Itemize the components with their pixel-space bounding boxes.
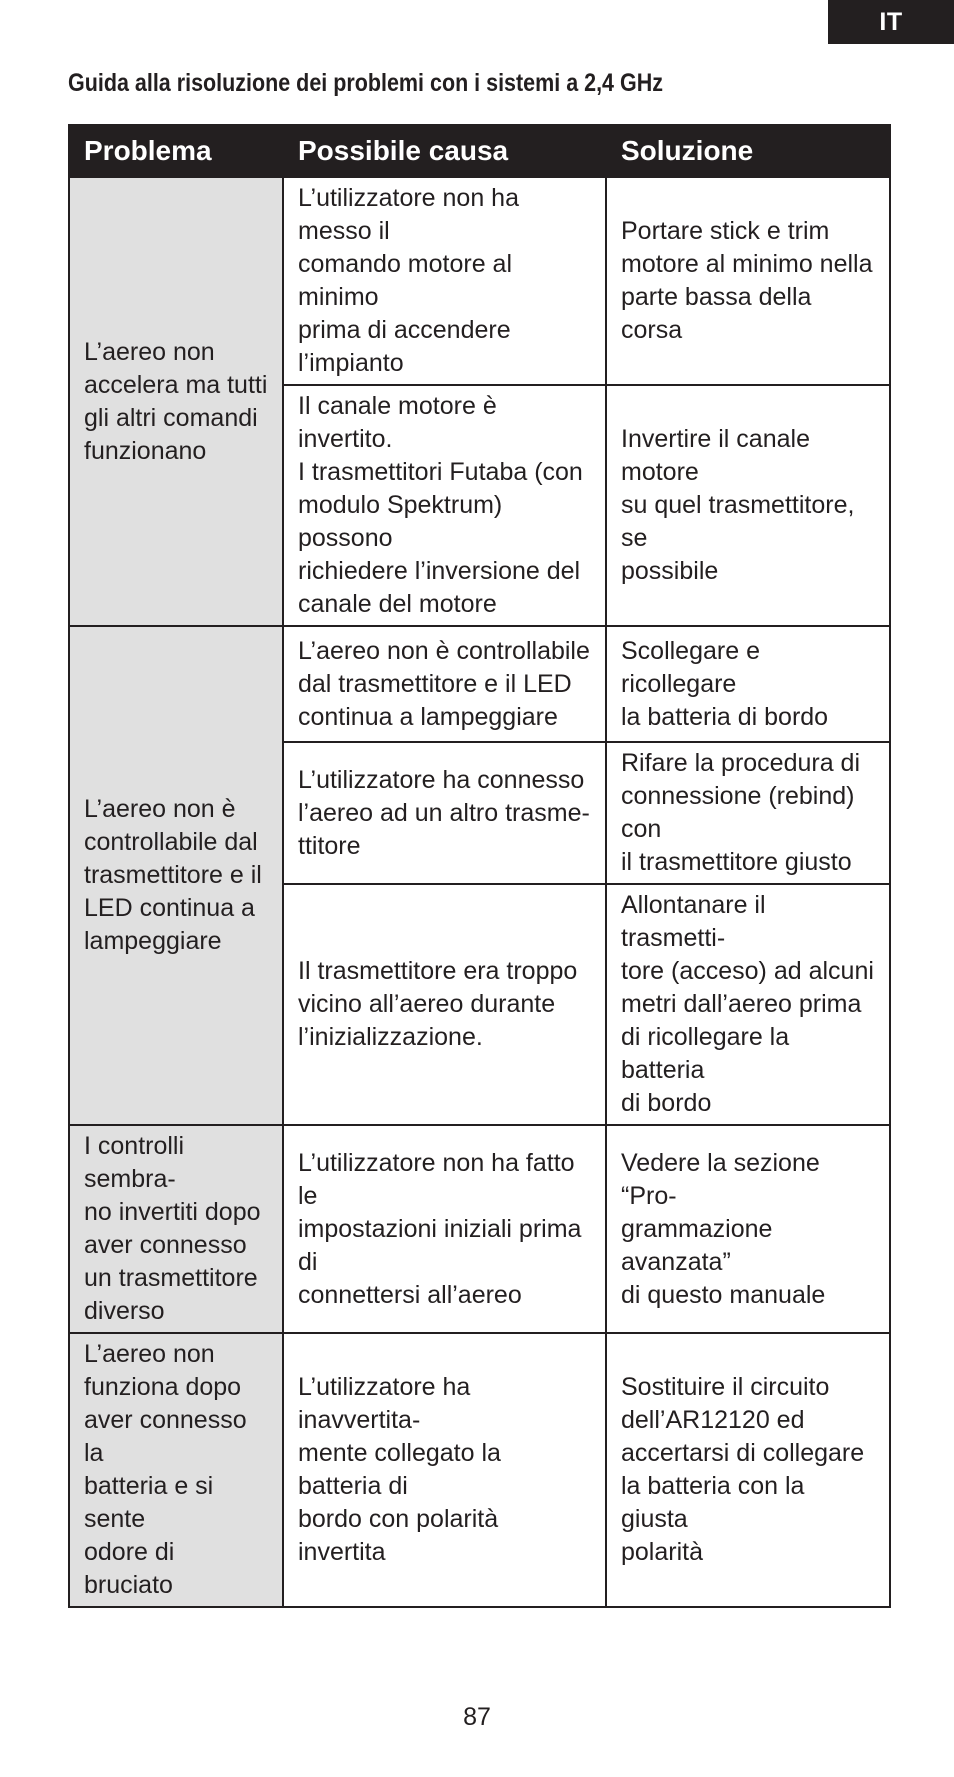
cause-cell: L’utilizzatore ha inavvertita- mente collegato la batteria di bordo con polarità invertita [283,1333,606,1607]
column-header-solution: Soluzione [606,125,890,177]
solution-cell: Invertire il canale motore su quel trasmettitore, se possibile [606,385,890,626]
problem-cell: I controlli sembra- no invertiti dopo aver connesso un trasmettitore diverso [69,1125,283,1333]
solution-cell: Vedere la sezione “Pro- grammazione avanzata” di questo manuale [606,1125,890,1333]
table-row [69,177,890,385]
table-row [69,1333,890,1607]
table-row [69,626,890,742]
cause-cell: Il trasmettitore era troppo vicino all’aereo durante l’inizializzazione. [283,884,606,1125]
table-header-row [69,125,890,177]
problem-cell: L’aereo non accelera ma tutti gli altri comandi funzionano [69,177,283,626]
solution-cell: Rifare la procedura di connessione (rebind) con il trasmettitore giusto [606,742,890,884]
page-number: 87 [463,1703,491,1731]
solution-cell: Sostituire il circuito dell’AR12120 ed accertarsi di collegare la batteria con la giusta polarità [606,1333,890,1607]
column-header-cause: Possibile causa [283,125,606,177]
cause-cell: L’aereo non è controllabile dal trasmettitore e il LED continua a lampeggiare [283,626,606,742]
problem-cell: L’aereo non è controllabile dal trasmettitore e il LED continua a lampeggiare [69,626,283,1125]
cause-cell: L’utilizzatore ha connesso l’aereo ad un altro trasme- ttitore [283,742,606,884]
table-row [69,1125,890,1333]
troubleshooting-table [68,124,891,1608]
solution-cell: Allontanare il trasmetti- tore (acceso) ad alcuni metri dall’aereo prima di ricollegare la batteria di bordo [606,884,890,1125]
column-header-problem: Problema [69,125,283,177]
cause-cell: Il canale motore è invertito. I trasmettitori Futaba (con modulo Spektrum) possono richiedere l’inversione del canale del motore [283,385,606,626]
problem-cell: L’aereo non funziona dopo aver connesso la batteria e si sente odore di bruciato [69,1333,283,1607]
solution-cell: Scollegare e ricollegare la batteria di bordo [606,626,890,742]
cause-cell: L’utilizzatore non ha fatto le impostazioni iniziali prima di connettersi all’aereo [283,1125,606,1333]
solution-cell: Portare stick e trim motore al minimo nella parte bassa della corsa [606,177,890,385]
page-title: Guida alla risoluzione dei problemi con i sistemi a 2,4 GHz [68,69,663,97]
cause-cell: L’utilizzatore non ha messo il comando motore al minimo prima di accendere l’impianto [283,177,606,385]
language-tab: IT [828,0,954,44]
